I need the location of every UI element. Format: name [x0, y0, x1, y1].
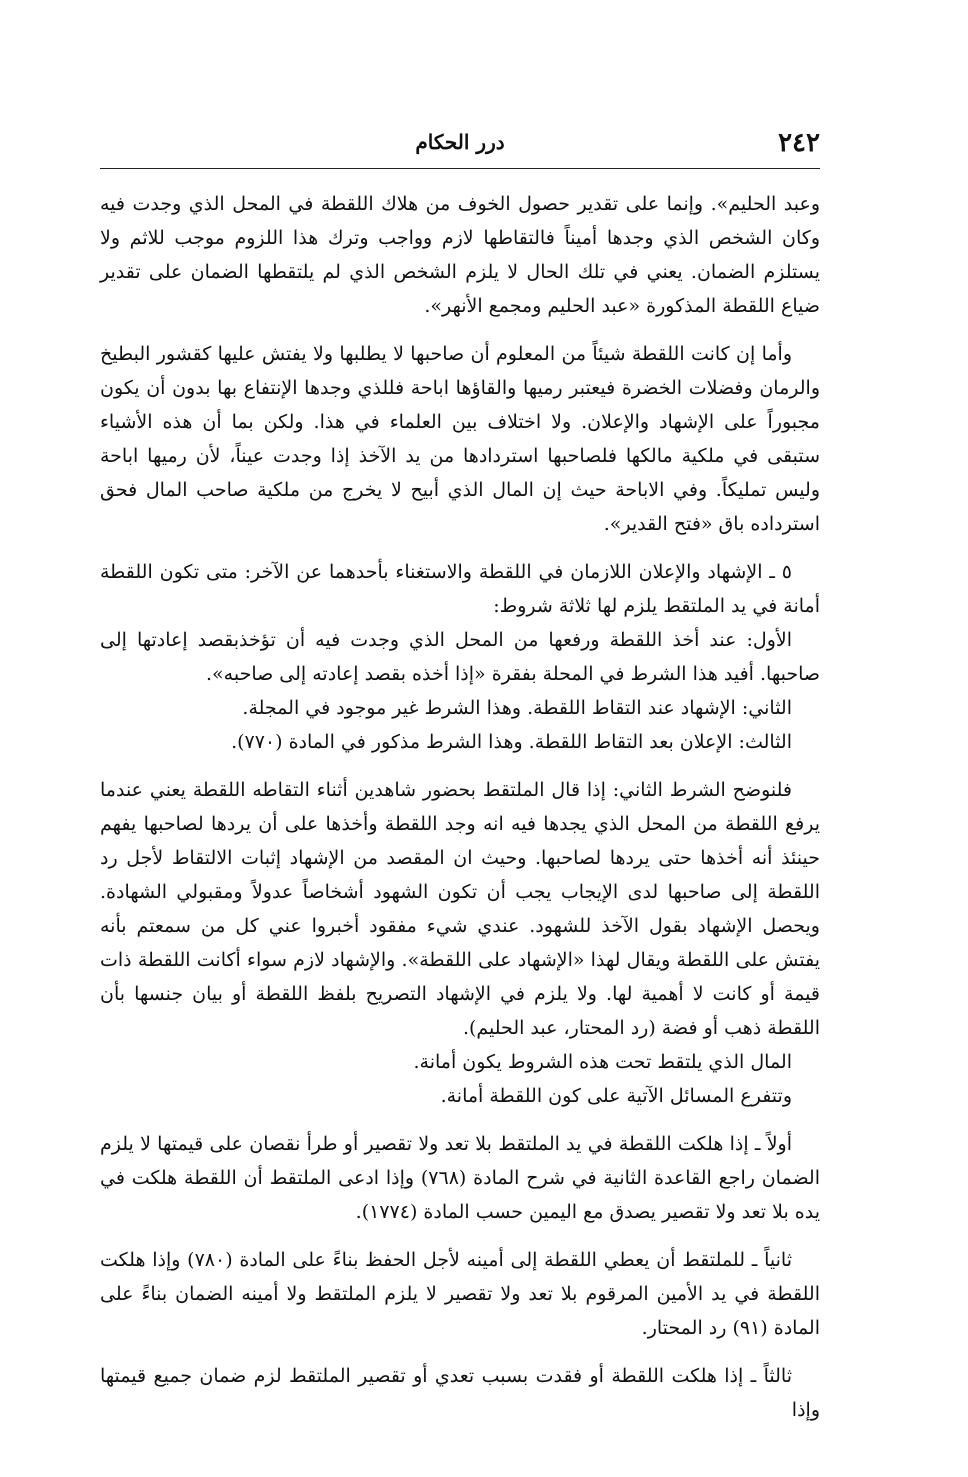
- issue-third: ثالثاً ـ إذا هلكت اللقطة أو فقدت بسبب تعدي أو تقصير الملتقط لزم ضمان جميع قيمتها وإذا: [100, 1365, 820, 1421]
- condition-third: الثالث: الإعلان بعد التقاط اللقطة. وهذا الشرط مذكور في المادة (٧٧٠).: [231, 731, 792, 753]
- paragraph-3: ٥ ـ الإشهاد والإعلان اللازمان في اللقطة والاستغناء بأحدهما عن الآخر: متى تكون اللقطة أمانة في يد الملتقط يلزم لها ثلاثة شروط:: [100, 561, 820, 617]
- issue-first: أولاً ـ إذا هلكت اللقطة في يد الملتقط بلا تعد ولا تقصير أو طرأ نقصان على قيمتها لا يلزم الضمان راجع القاعدة الثانية في شرح المادة (٧٦٨) وإذا ادعى الملتقط أن اللقطة هلكت في يده بلا تعد ولا تقصير يصدق مع اليمين حسب المادة (١٧٧٤).: [100, 1133, 820, 1223]
- paragraph-explanation: فلنوضح الشرط الثاني: إذا قال الملتقط بحضور شاهدين أثناء التقاطه اللقطة يعني عندما يرفع اللقطة من المحل الذي يجدها فيه انه وجد اللقطة وأخذها على أن يردها لصاحبها يفهم حينئذ أنه أخذها حتى يردها لصاحبها. وحيث ان المقصد من الإشهاد إثبات الالتقاط لأجل رد اللقطة إلى صاحبها لدى الإيجاب يجب أن تكون الشهود أشخاصاً عدولاً ومقبولي الشهادة. ويحصل الإشهاد بقول الآخذ للشهود. عندي شيء مفقود أخبروا عني كل من سمعتم بأنه يفتش على اللقطة ويقال لهذا «الإشهاد على اللقطة». والإشهاد لازم سواء أكانت اللقطة ذات قيمة أو كانت لا أهمية لها. ولا يلزم في الإشهاد التصريح بلفظ اللقطة أو بيان جنسها بأن اللقطة ذهب أو فضة (رد المحتار، عبد الحليم).: [100, 779, 820, 1039]
- header-rule: [100, 168, 820, 169]
- running-title: درر الحكام: [415, 130, 505, 154]
- document-page: [100, 128, 820, 1441]
- paragraph-2: وأما إن كانت اللقطة شيئاً من المعلوم أن صاحبها لا يطلبها ولا يفتش عليها كقشور البطيخ والرمان وفضلات الخضرة فيعتبر رميها والقاؤها اباحة فللذي وجدها الإنتفاع بها بدون أن يكون مجبوراً على الإشهاد والإعلان. ولا اختلاف بين العلماء في هذا. ولكن بما أن هذه الأشياء ستبقى في ملكية مالكها فلصاحبها استردادها من يد الآخذ إذا وجدت عيناً، لأن رميها اباحة وليس تمليكاً. وفي الاباحة حيث إن المال الذي أبيح لا يخرج من ملكية صاحب المال فحق استرداده باق «فتح القدير».: [100, 343, 820, 535]
- paragraph-1: وعبد الحليم». وإنما على تقدير حصول الخوف من هلاك اللقطة في المحل الذي وجدت فيه وكان الشخص الذي وجدها أميناً فالتقاطها لازم وواجب وترك هذا اللزوم موجب للاثم ولا يستلزم الضمان. يعني في تلك الحال لا يلزم الشخص الذي لم يلتقطها الضمان على تقدير ضياع اللقطة المذكورة «عبد الحليم ومجمع الأنهر».: [100, 193, 820, 317]
- condition-first: الأول: عند أخذ اللقطة ورفعها من المحل الذي وجدت فيه أن تؤخذبقصد إعادتها إلى صاحبها. أفيد هذا الشرط في المحلة بفقرة «إذا أخذه بقصد إعادته إلى صاحبه».: [100, 629, 820, 685]
- issue-second: ثانياً ـ للملتقط أن يعطي اللقطة إلى أمينه لأجل الحفظ بناءً على المادة (٧٨٠) وإذا هلكت اللقطة في يد الأمين المرقوم بلا تعد ولا تقصير لا يلزم الملتقط ولا أمينه الضمان بناءً على المادة (٩١) رد المحتار.: [100, 1249, 820, 1339]
- paragraph-trust-statement: المال الذي يلتقط تحت هذه الشروط يكون أمانة.: [413, 1051, 792, 1073]
- paragraph-derived-issues: وتتفرع المسائل الآتية على كون اللقطة أمانة.: [440, 1085, 792, 1107]
- page-number: ٢٤٢: [778, 128, 820, 158]
- condition-second: الثاني: الإشهاد عند التقاط اللقطة. وهذا الشرط غير موجود في المجلة.: [242, 697, 792, 719]
- page-header: [100, 128, 820, 162]
